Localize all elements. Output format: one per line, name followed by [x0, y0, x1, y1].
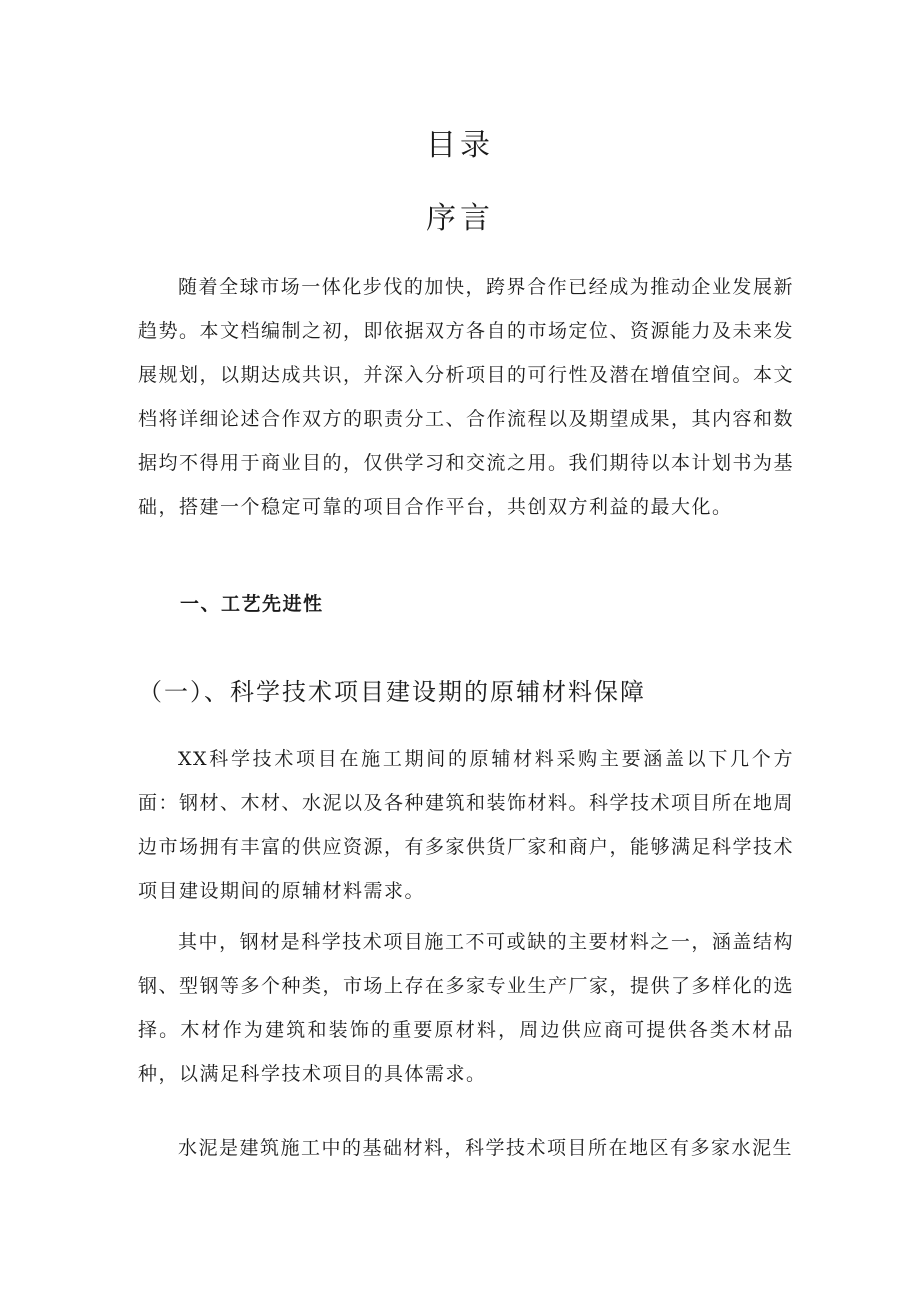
subsection-heading: （一）、科学技术项目建设期的原辅材料保障	[138, 678, 646, 706]
preface-title: 序言	[426, 201, 494, 236]
body-paragraph: 其中，钢材是科学技术项目施工不可或缺的主要材料之一，涵盖结构钢、型钢等多个种类，市场上存在多家专业生产厂家，提供了多样化的选择。木材作为建筑和装饰的重要原材料，周边供应商可提供各类木材品种，以满足科学技术项目的具体需求。	[138, 931, 795, 1085]
body-paragraph: 水泥是建筑施工中的基础材料，科学技术项目所在地区有多家水泥生	[178, 1137, 794, 1159]
section-heading: 一、工艺先进性	[180, 593, 324, 615]
preface-paragraph: 随着全球市场一体化步伐的加快，跨界合作已经成为推动企业发展新趋势。本文档编制之初，即依据双方各自的市场定位、资源能力及未来发展规划，以期达成共识，并深入分析项目的可行性及潜在增值空间。本文档将详细论述合作双方的职责分工、合作流程以及期望成果，其内容和数据均不得用于商业目的，仅供学习和交流之用。我们期待以本计划书为基础，搭建一个稳定可靠的项目合作平台，共创双方利益的最大化。	[138, 276, 795, 518]
toc-title: 目录	[426, 128, 494, 163]
body-paragraph: XX科学技术项目在施工期间的原辅材料采购主要涵盖以下几个方面：钢材、木材、水泥以及各种建筑和装饰材料。科学技术项目所在地周边市场拥有丰富的供应资源，有多家供货厂家和商户，能够满足科学技术项目建设期间的原辅材料需求。	[138, 748, 795, 902]
